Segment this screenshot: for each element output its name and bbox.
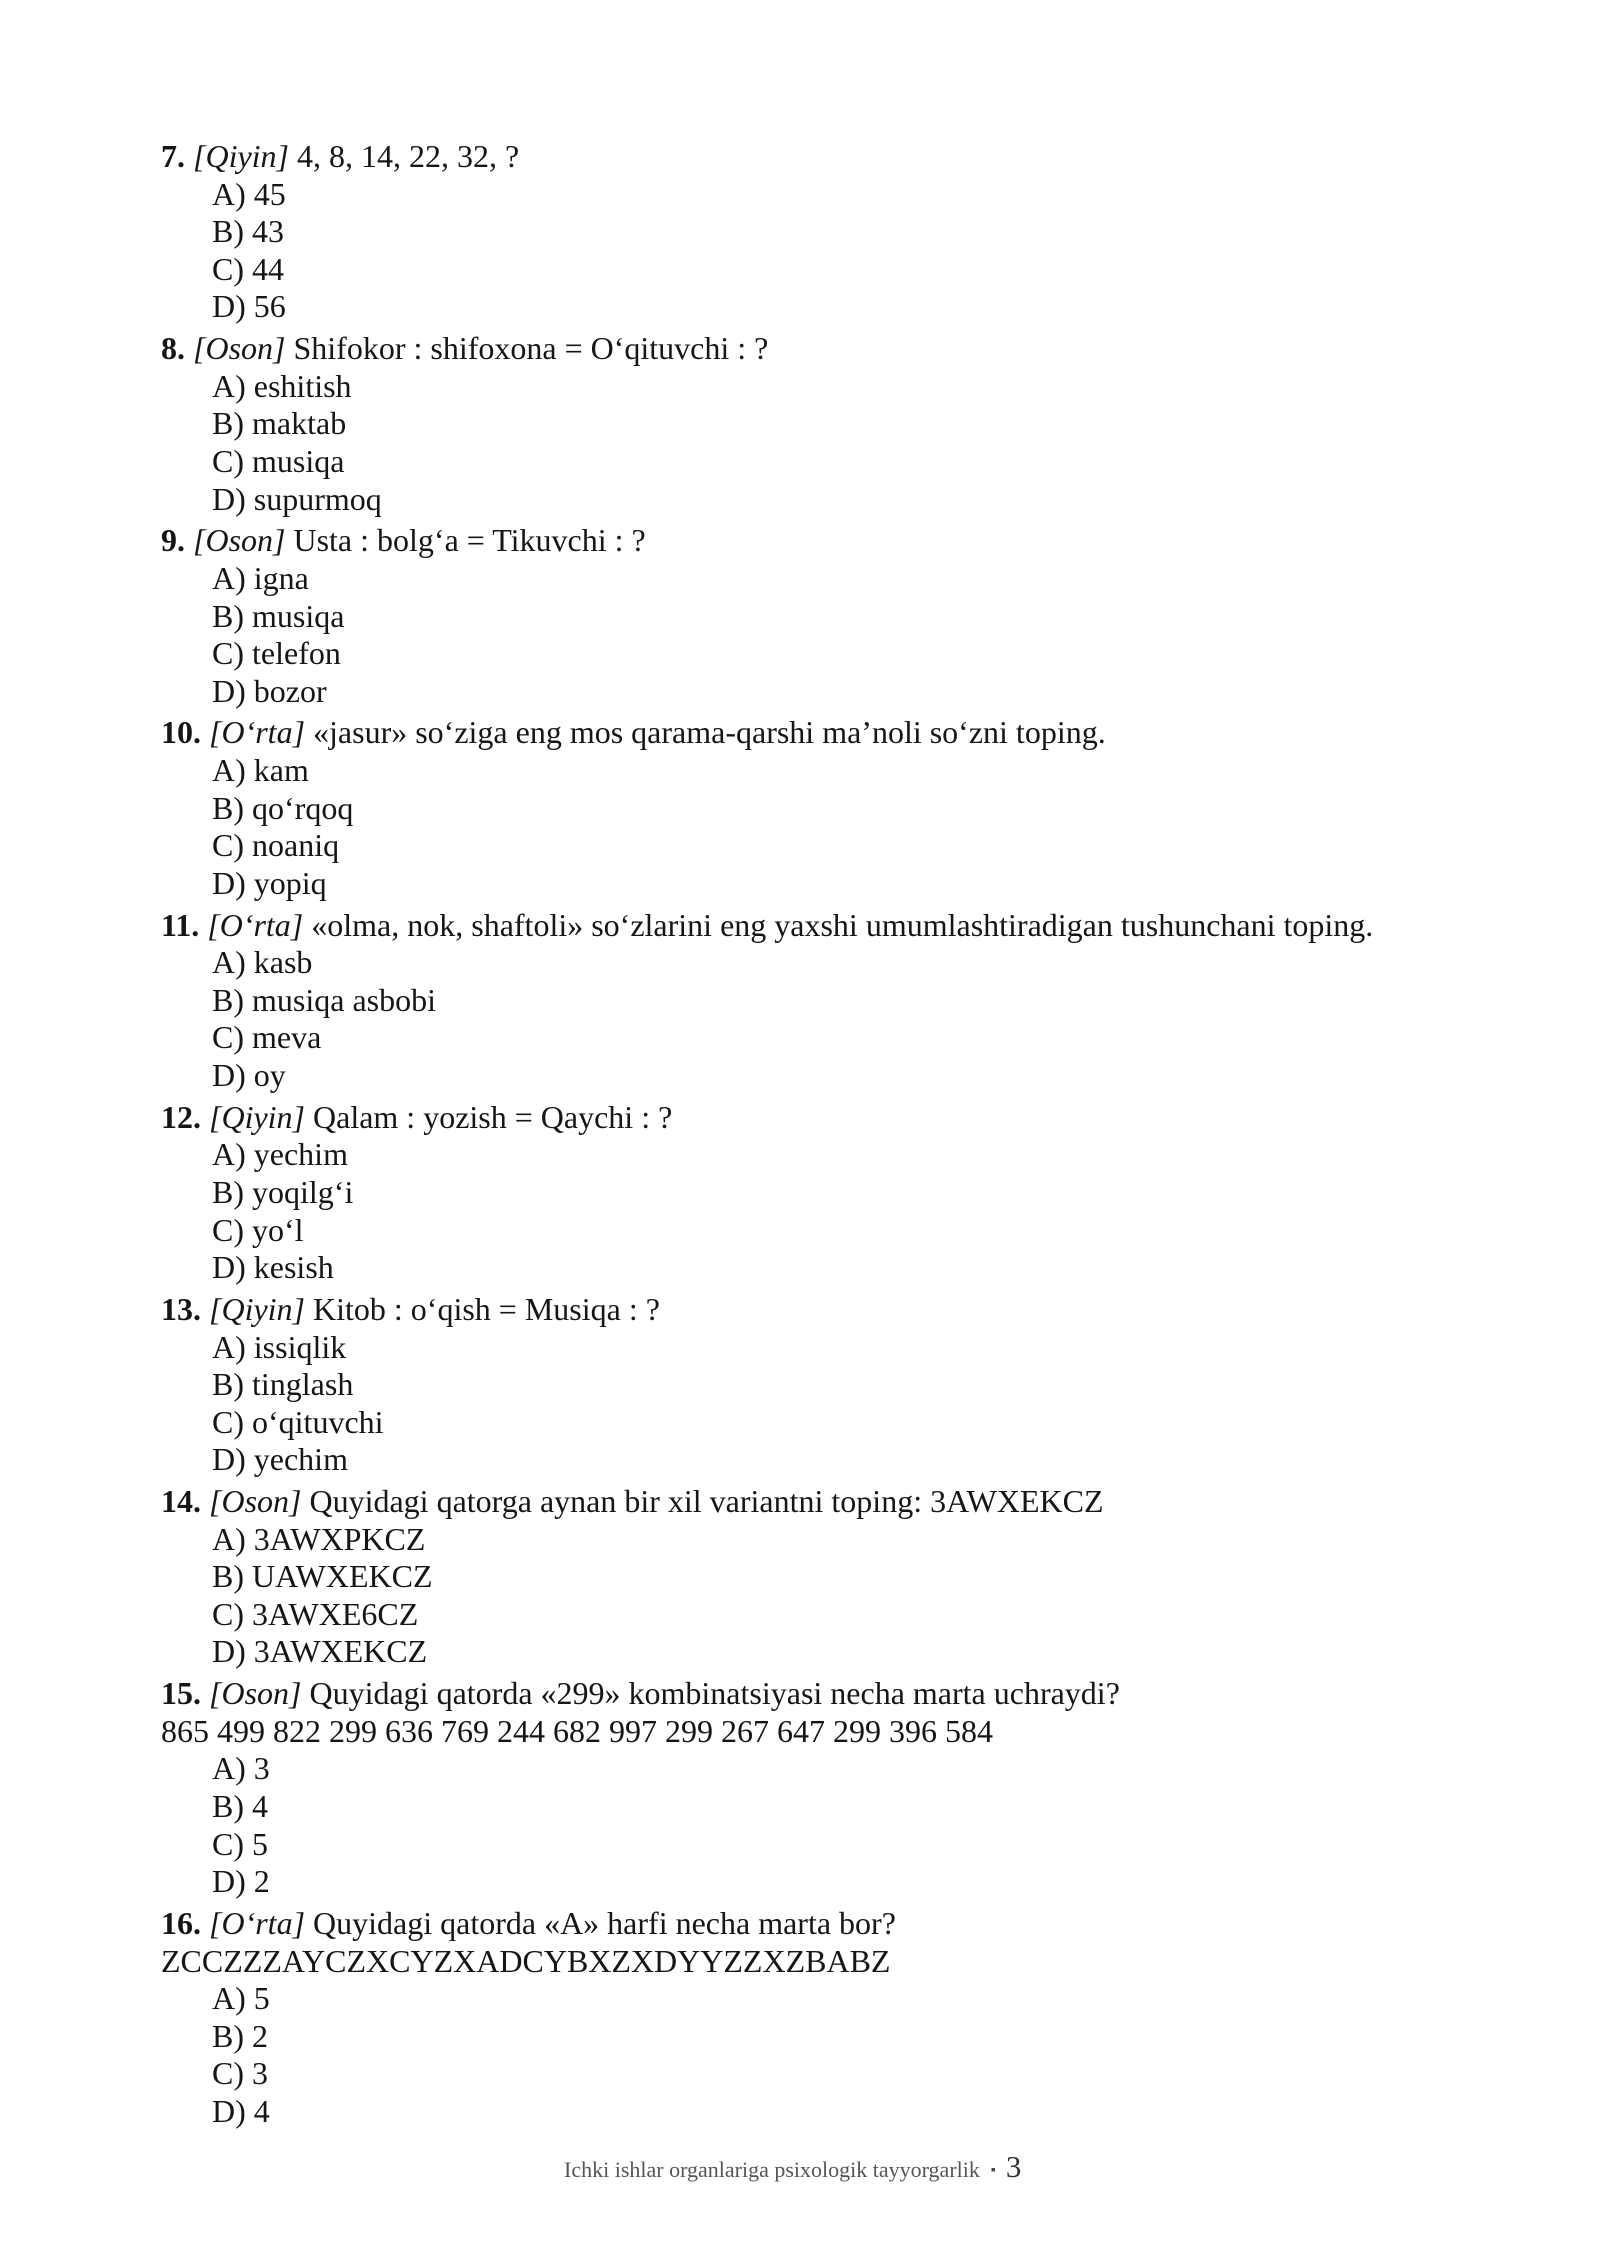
question-number: 15.: [161, 1675, 201, 1712]
question-7: [161, 138, 1561, 326]
answer-option-d: D) supurmoq: [212, 480, 382, 517]
answer-option-a: A) 3: [212, 1750, 270, 1787]
question-prompt: [161, 1483, 1561, 1521]
question-13: [161, 1291, 1561, 1479]
question-number: 7.: [161, 138, 185, 174]
question-number: 11.: [161, 906, 200, 943]
question-prompt: [161, 1905, 1561, 1943]
question-text: «olma, nok, shaftoli» so‘zlarini eng yaxshi umumlashtiradigan tushunchani toping.: [311, 906, 1374, 943]
question-prompt: [161, 1099, 1561, 1137]
answer-option-b: B) maktab: [212, 405, 347, 442]
footer-title: Ichki ishlar organlariga psixologik tayyorgarlik: [564, 2157, 980, 2182]
answer-option-d: D) 56: [212, 288, 286, 325]
answer-option-d: D) yopiq: [212, 864, 327, 901]
question-text: Quyidagi qatorda «299» kombinatsiyasi necha marta uchraydi?: [309, 1675, 1120, 1712]
difficulty-label: [Oson]: [209, 1483, 302, 1520]
question-text: Qalam : yozish = Qaychi : ?: [313, 1098, 673, 1135]
difficulty-label: [Qiyin]: [209, 1098, 305, 1135]
question-number: 14.: [161, 1483, 201, 1520]
letter-sequence: ZCCZZZAYCZXCYZXADCYBXZXDYYZZXZBABZ: [161, 1942, 891, 1979]
question-prompt: [161, 522, 1561, 560]
question-prompt: [161, 1291, 1561, 1329]
question-number: 9.: [161, 522, 185, 559]
question-8: [161, 330, 1561, 518]
answer-option-c: C) yo‘l: [212, 1211, 304, 1248]
answer-option-a: A) 45: [212, 175, 286, 212]
answer-option-a: A) kam: [212, 752, 309, 789]
difficulty-label: [Oson]: [193, 522, 286, 559]
answer-option-c: C) 44: [212, 250, 284, 287]
answer-option-b: B) musiqa asbobi: [212, 981, 436, 1018]
answer-option-d: D) kesish: [212, 1249, 334, 1286]
answer-option-b: B) 4: [212, 1788, 268, 1825]
answer-option-d: D) yechim: [212, 1441, 348, 1478]
answer-option-d: D) 4: [212, 2092, 270, 2129]
question-10: [161, 714, 1561, 902]
question-prompt: [161, 907, 1561, 945]
answer-option-d: D) 2: [212, 1863, 270, 1900]
answer-option-a: A) kasb: [212, 944, 313, 981]
question-text: Kitob : o‘qish = Musiqa : ?: [313, 1290, 660, 1327]
difficulty-label: [Qiyin]: [193, 138, 289, 174]
answer-option-c: C) 3: [212, 2055, 268, 2092]
question-number: 16.: [161, 1905, 201, 1941]
question-9: [161, 522, 1561, 710]
answer-option-b: B) UAWXEKCZ: [212, 1558, 433, 1595]
page-number: 3: [1005, 2149, 1022, 2184]
answer-option-c: C) o‘qituvchi: [212, 1403, 384, 1440]
answer-option-a: A) eshitish: [212, 367, 352, 404]
answer-option-a: A) 3AWXPKCZ: [212, 1520, 426, 1557]
question-text: Usta : bolg‘a = Tikuvchi : ?: [293, 522, 646, 559]
question-prompt: [161, 714, 1561, 752]
question-number: 12.: [161, 1098, 201, 1135]
difficulty-label: [Oson]: [193, 330, 286, 367]
question-text: Quyidagi qatorda «A» harfi necha marta bor?: [313, 1905, 896, 1941]
question-text: Shifokor : shifoxona = O‘qituvchi : ?: [293, 330, 769, 367]
answer-option-d: D) 3AWXEKCZ: [212, 1633, 428, 1670]
question-number: 13.: [161, 1290, 201, 1327]
question-number: 10.: [161, 714, 201, 751]
answer-option-c: C) musiqa: [212, 442, 345, 479]
answer-option-d: D) oy: [212, 1057, 286, 1093]
question-number: 8.: [161, 330, 185, 367]
question-16: [161, 1905, 1561, 2131]
question-prompt: [161, 330, 1561, 368]
question-text: Quyidagi qatorga aynan bir xil variantni toping: 3AWXEKCZ: [309, 1483, 1104, 1520]
answer-option-c: C) noaniq: [212, 827, 340, 864]
question-prompt: [161, 1675, 1561, 1713]
question-text: 4, 8, 14, 22, 32, ?: [297, 138, 520, 174]
footer-separator-icon: ▪: [990, 2163, 996, 2178]
difficulty-label: [O‘rta]: [209, 1905, 306, 1941]
answer-option-a: A) igna: [212, 559, 309, 596]
answer-option-b: B) qo‘rqoq: [212, 789, 354, 826]
question-list: [161, 138, 1561, 2131]
answer-option-c: C) 3AWXE6CZ: [212, 1595, 419, 1632]
answer-option-b: B) musiqa: [212, 597, 345, 634]
answer-option-c: C) telefon: [212, 635, 341, 672]
question-text: «jasur» so‘ziga eng mos qarama-qarshi ma’noli so‘zni toping.: [313, 714, 1106, 751]
answer-option-c: C) 5: [212, 1825, 268, 1862]
answer-option-b: B) tinglash: [212, 1366, 354, 1403]
answer-option-a: A) issiqlik: [212, 1328, 347, 1365]
question-prompt: [161, 138, 1561, 176]
answer-option-a: A) 5: [212, 1980, 270, 2017]
answer-option-d: D) bozor: [212, 672, 327, 709]
answer-option-b: B) yoqilg‘i: [212, 1173, 354, 1210]
answer-option-b: B) 2: [212, 2017, 268, 2054]
difficulty-label: [Oson]: [209, 1675, 302, 1712]
question-12: [161, 1099, 1561, 1287]
answer-option-c: C) meva: [212, 1019, 322, 1056]
number-sequence: 865 499 822 299 636 769 244 682 997 299 267 647 299 396 584: [161, 1712, 993, 1749]
difficulty-label: [O‘rta]: [209, 714, 306, 751]
answer-option-b: B) 43: [212, 213, 284, 250]
question-15: [161, 1675, 1561, 1901]
answer-option-a: A) yechim: [212, 1136, 348, 1173]
question-11: [161, 907, 1561, 1095]
difficulty-label: [Qiyin]: [209, 1290, 305, 1327]
difficulty-label: [O‘rta]: [207, 906, 304, 943]
page-footer: [564, 2148, 1021, 2193]
question-14: [161, 1483, 1561, 1671]
